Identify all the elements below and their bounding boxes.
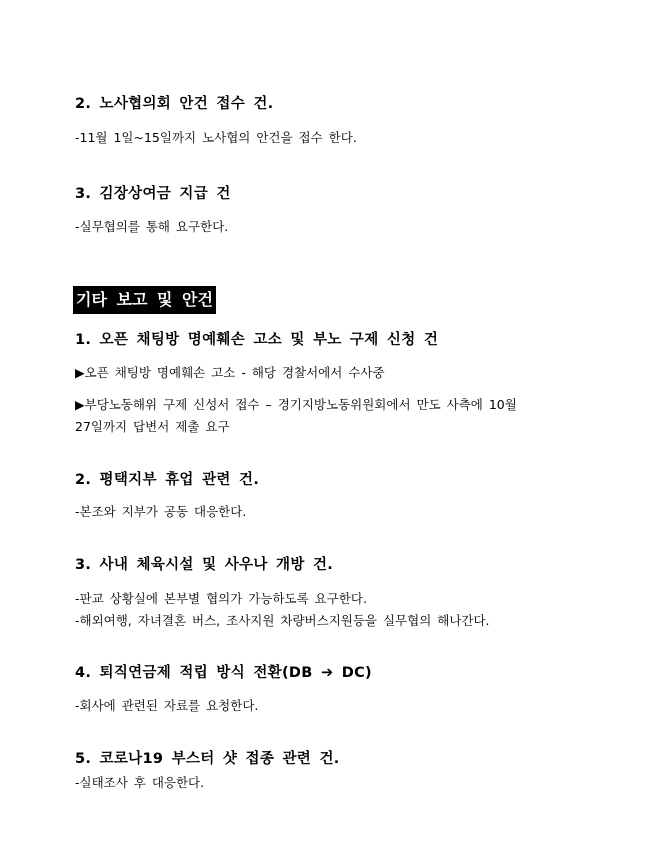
item-heading-kimjang-bonus: 3. 김장상여금 지급 건 — [75, 186, 231, 202]
item-heading-pension-conversion — [75, 661, 372, 682]
item-heading-labor-council-agenda: 2. 노사협의회 안건 접수 건. — [75, 96, 274, 112]
item-line-joint-response: -본조와 지부가 공동 대응한다. — [75, 504, 247, 519]
item-line-request-data: -회사에 관련된 자료를 요청한다. — [75, 698, 259, 713]
item-line-defamation-complaint: ▶오픈 채팅방 명예훼손 고소 - 해당 경찰서에서 수사중 — [75, 365, 385, 380]
item-line-survey-response: -실태조사 후 대응한다. — [75, 775, 205, 790]
item-line-agenda-receipt: -11월 1일~15일까지 노사협의 안건을 접수 한다. — [75, 130, 357, 145]
pension-heading-prefix: 4. 퇴직연금제 적립 방식 전환(DB — [75, 665, 321, 681]
item-heading-open-chat-defamation: 1. 오픈 채팅방 명예훼손 고소 및 부노 구제 신청 건 — [75, 332, 439, 348]
item-heading-covid-booster: 5. 코로나19 부스터 샷 접종 관련 건. — [75, 751, 340, 767]
item-line-pangyo-situation-room: -판교 상황실에 본부별 협의가 가능하도록 요구한다. — [75, 591, 367, 606]
item-line-kimjang-bonus: -실무협의를 통해 요구한다. — [75, 219, 229, 234]
item-heading-pyeongtaek-closure: 2. 평택지부 휴업 관련 건. — [75, 472, 260, 488]
item-heading-sports-facility: 3. 사내 체육시설 및 사우나 개방 건. — [75, 557, 334, 573]
item-line-unfair-labor-remedy: ▶부당노동해위 구제 신성서 접수 – 경기지방노동위원회에서 만도 사측에 10월 — [75, 397, 517, 412]
item-line-reply-deadline: 27일까지 답변서 제출 요구 — [75, 419, 230, 434]
section-title-other-reports: 기타 보고 및 안건 — [73, 286, 216, 314]
arrow-right-icon: ➔ — [320, 665, 334, 681]
pension-heading-suffix: DC) — [333, 665, 372, 681]
item-line-overseas-travel: -해외여행, 자녀결혼 버스, 조사지원 차량버스지원등을 실무협의 해나간다. — [75, 613, 490, 628]
